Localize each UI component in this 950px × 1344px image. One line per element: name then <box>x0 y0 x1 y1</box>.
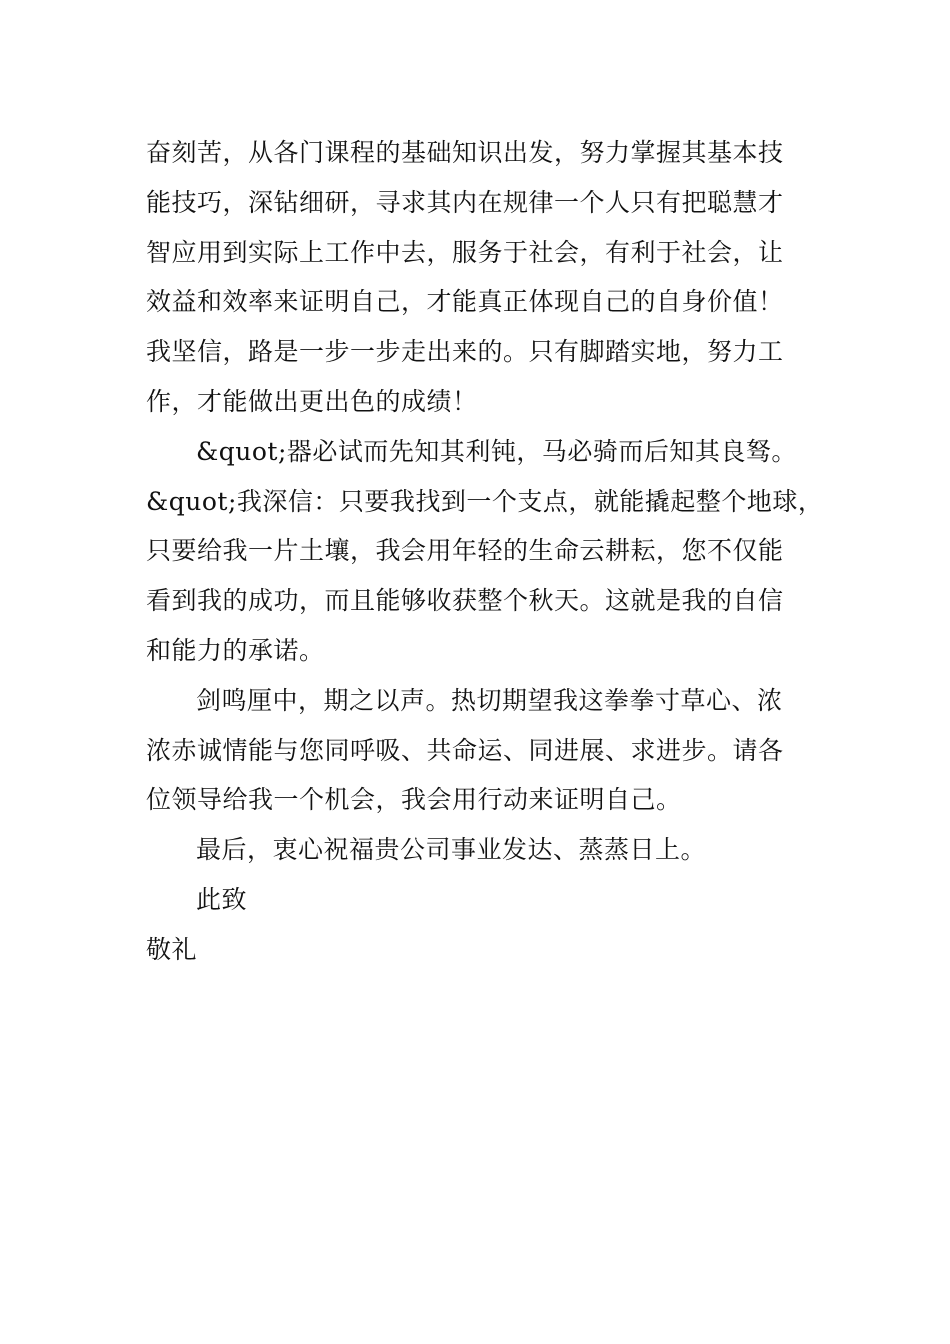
text-line-11: 和能力的承诺。 <box>146 635 325 665</box>
closing-salutation: 此致 <box>196 884 248 914</box>
text-line-3: 智应用到实际上工作中去，服务于社会，有利于社会，让 <box>146 237 784 267</box>
text-line-7: &quot;器必试而先知其利钝，马必骑而后知其良驽。 <box>196 436 797 466</box>
text-line-13: 浓赤诚情能与您同呼吸、共命运、同进展、求进步。请各 <box>146 735 784 765</box>
text-line-4: 效益和效率来证明自己，才能真正体现自己的自身价值！ <box>146 287 784 317</box>
text-line-12: 剑鸣厘中，期之以声。热切期望我这拳拳寸草心、浓 <box>196 685 783 715</box>
text-line-6: 作，才能做出更出色的成绩！ <box>146 386 478 416</box>
text-line-15: 最后，衷心祝福贵公司事业发达、蒸蒸日上。 <box>196 835 707 865</box>
letter-body <box>146 128 836 975</box>
text-line-1: 奋刻苦，从各门课程的基础知识出发，努力掌握其基本技 <box>146 138 784 167</box>
text-line-10: 看到我的成功，而且能够收获整个秋天。这就是我的自信 <box>146 586 784 616</box>
text-line-2: 能技巧，深钻细研，寻求其内在规律一个人只有把聪慧才 <box>146 187 784 217</box>
text-line-9: 只要给我一片土壤，我会用年轻的生命云耕耘，您不仅能 <box>146 536 784 566</box>
text-line-14: 位领导给我一个机会，我会用行动来证明自己。 <box>146 785 682 815</box>
text-line-8: &quot;我深信：只要我找到一个支点，就能撬起整个地球， <box>146 486 824 516</box>
text-line-5: 我坚信，路是一步一步走出来的。只有脚踏实地，努力工 <box>146 337 784 367</box>
closing-regards: 敬礼 <box>146 934 198 964</box>
